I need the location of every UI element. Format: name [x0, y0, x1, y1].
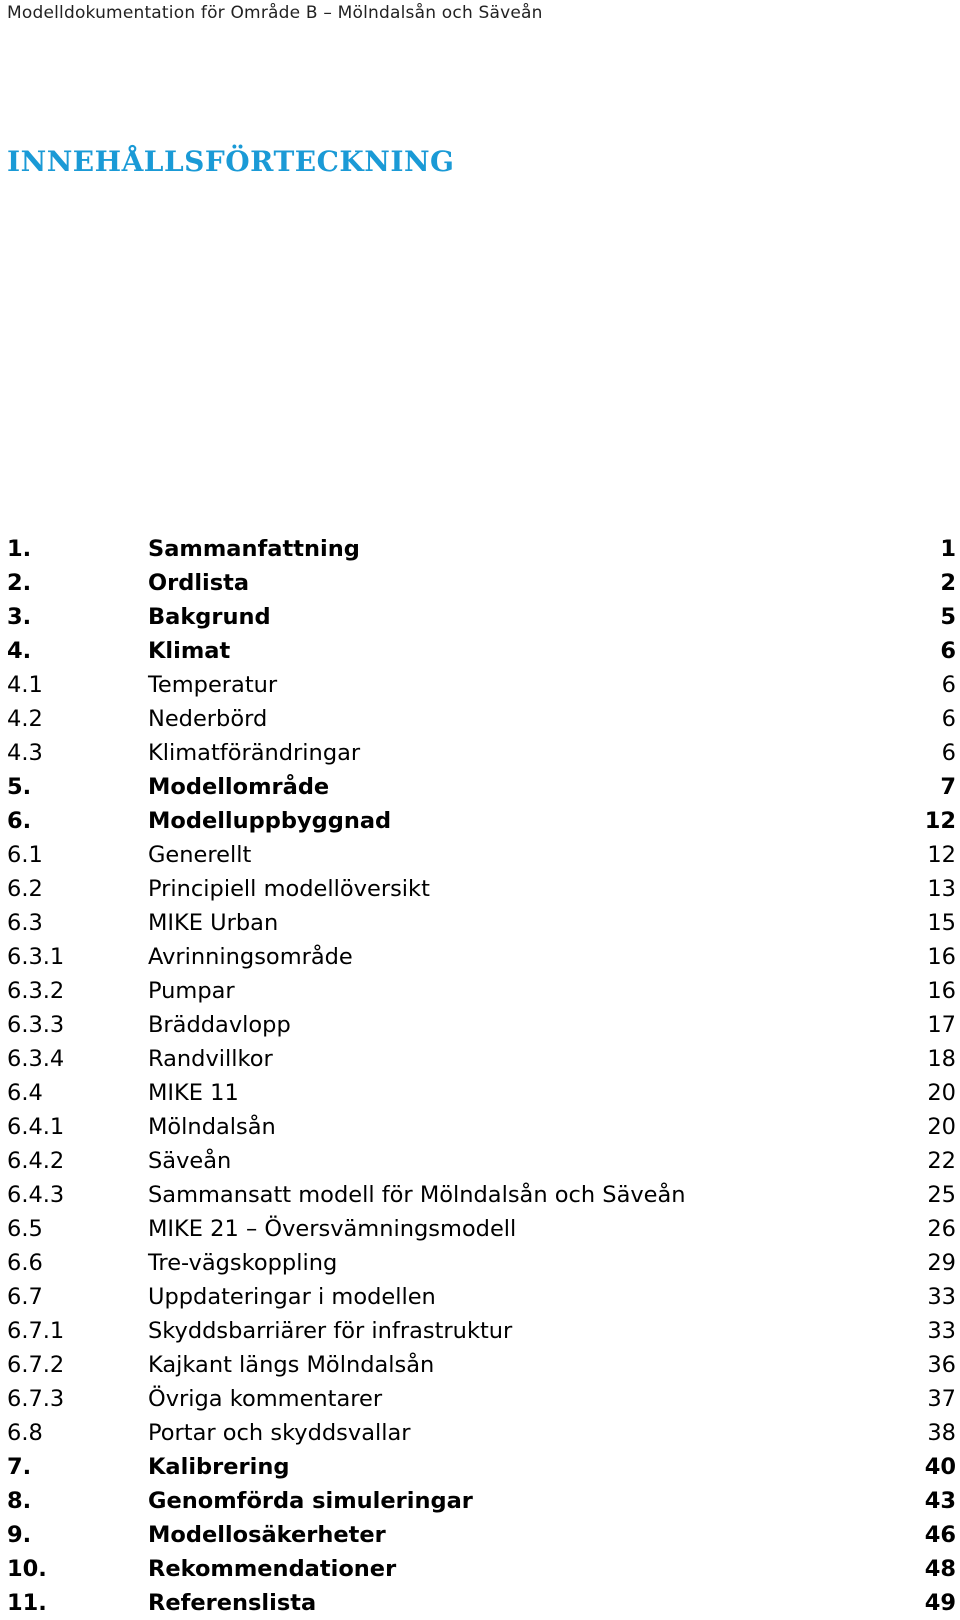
toc-entry-number: 6.7.1 [7, 1318, 65, 1344]
toc-entry-title: Uppdateringar i modellen [148, 1284, 436, 1310]
toc-entry[interactable] [7, 872, 956, 906]
toc-entry-number: 4.3 [7, 740, 43, 766]
toc-entry-title: Avrinningsområde [148, 944, 353, 970]
toc-entry-page: 26 [927, 1216, 956, 1242]
toc-entry-number: 6.5 [7, 1216, 43, 1242]
toc-entry-page: 48 [924, 1556, 956, 1582]
toc-entry-title: Tre-vägskoppling [148, 1250, 338, 1276]
toc-entry[interactable] [7, 1314, 956, 1348]
toc-entry-title: Säveån [148, 1148, 232, 1174]
toc-entry-title: Pumpar [148, 978, 235, 1004]
toc-entry-page: 15 [927, 910, 956, 936]
toc-entry[interactable] [7, 1484, 956, 1518]
toc-entry-title: Sammansatt modell för Mölndalsån och Säveån [148, 1182, 686, 1208]
toc-entry-page: 29 [927, 1250, 956, 1276]
toc-entry-title: Modelluppbyggnad [148, 808, 392, 834]
toc-entry[interactable] [7, 1246, 956, 1280]
toc-entry-title: Genomförda simuleringar [148, 1488, 473, 1514]
toc-entry-title: Principiell modellöversikt [148, 876, 430, 902]
toc-entry-title: Kalibrering [148, 1454, 290, 1480]
toc-entry-number: 6.7 [7, 1284, 43, 1310]
toc-entry-page: 43 [924, 1488, 956, 1514]
toc-entry-number: 6.7.3 [7, 1386, 65, 1412]
toc-entry-page: 25 [927, 1182, 956, 1208]
toc-entry-title: Randvillkor [148, 1046, 273, 1072]
toc-entry-page: 17 [927, 1012, 956, 1038]
toc-entry-title: Klimatförändringar [148, 740, 361, 766]
toc-entry-page: 1 [940, 536, 956, 562]
toc-entry-number: 6.2 [7, 876, 43, 902]
toc-entry[interactable] [7, 1212, 956, 1246]
toc-entry-number: 6.4.1 [7, 1114, 65, 1140]
toc-entry[interactable] [7, 1348, 956, 1382]
toc-entry[interactable] [7, 1178, 956, 1212]
toc-entry[interactable] [7, 940, 956, 974]
toc-entry-page: 36 [927, 1352, 956, 1378]
toc-entry[interactable] [7, 1280, 956, 1314]
toc-entry-page: 6 [940, 638, 956, 664]
toc-entry-title: Övriga kommentarer [148, 1386, 383, 1412]
toc-entry-page: 18 [927, 1046, 956, 1072]
toc-entry[interactable] [7, 634, 956, 668]
toc-entry-number: 4.1 [7, 672, 43, 698]
toc-entry-page: 5 [940, 604, 956, 630]
toc-entry-page: 6 [941, 706, 956, 732]
toc-entry-number: 9. [7, 1522, 32, 1548]
toc-entry[interactable] [7, 668, 956, 702]
toc-entry-number: 5. [7, 774, 32, 800]
toc-entry[interactable] [7, 736, 956, 770]
toc-entry[interactable] [7, 1382, 956, 1416]
toc-entry-title: Mölndalsån [148, 1114, 276, 1140]
toc-entry-number: 6.3.1 [7, 944, 65, 970]
toc-entry[interactable] [7, 566, 956, 600]
toc-entry[interactable] [7, 1076, 956, 1110]
toc-entry-number: 4.2 [7, 706, 43, 732]
toc-entry[interactable] [7, 1110, 956, 1144]
toc-entry-page: 20 [927, 1080, 956, 1106]
toc-entry[interactable] [7, 974, 956, 1008]
toc-entry-title: Nederbörd [148, 706, 268, 732]
toc-list [7, 532, 956, 1620]
toc-entry[interactable] [7, 1450, 956, 1484]
toc-entry-number: 6.4.2 [7, 1148, 65, 1174]
toc-entry-number: 6. [7, 808, 32, 834]
toc-entry[interactable] [7, 804, 956, 838]
toc-entry-page: 38 [927, 1420, 956, 1446]
toc-entry-page: 22 [927, 1148, 956, 1174]
toc-entry-page: 49 [924, 1590, 956, 1616]
toc-entry-page: 37 [927, 1386, 956, 1412]
toc-entry-page: 6 [941, 672, 956, 698]
toc-entry-title: Bakgrund [148, 604, 271, 630]
toc-entry-page: 7 [940, 774, 956, 800]
toc-entry-title: Temperatur [148, 672, 278, 698]
toc-entry-number: 8. [7, 1488, 32, 1514]
toc-entry-number: 6.3.4 [7, 1046, 65, 1072]
toc-entry-page: 12 [927, 842, 956, 868]
toc-entry-page: 16 [927, 944, 956, 970]
toc-entry-title: Generellt [148, 842, 252, 868]
toc-entry-title: Sammanfattning [148, 536, 360, 562]
toc-entry-number: 6.7.2 [7, 1352, 65, 1378]
toc-entry[interactable] [7, 1042, 956, 1076]
toc-entry[interactable] [7, 702, 956, 736]
toc-entry-page: 2 [940, 570, 956, 596]
toc-entry-page: 33 [927, 1318, 956, 1344]
toc-entry-number: 6.4 [7, 1080, 43, 1106]
toc-heading: INNEHÅLLSFÖRTECKNING [7, 145, 455, 178]
toc-entry-page: 6 [941, 740, 956, 766]
toc-entry-number: 4. [7, 638, 32, 664]
toc-entry-number: 6.3 [7, 910, 43, 936]
toc-entry-number: 6.3.2 [7, 978, 65, 1004]
toc-entry-number: 6.6 [7, 1250, 43, 1276]
toc-entry-title: Kajkant längs Mölndalsån [148, 1352, 435, 1378]
toc-entry-title: Rekommendationer [148, 1556, 397, 1582]
toc-entry-title: Ordlista [148, 570, 250, 596]
toc-entry[interactable] [7, 532, 956, 566]
toc-entry[interactable] [7, 1008, 956, 1042]
toc-entry-title: MIKE 11 [148, 1080, 239, 1106]
toc-entry-number: 6.8 [7, 1420, 43, 1446]
toc-entry[interactable] [7, 906, 956, 940]
toc-entry-title: Referenslista [148, 1590, 317, 1616]
toc-entry-number: 6.4.3 [7, 1182, 65, 1208]
toc-entry[interactable] [7, 770, 956, 804]
toc-entry-title: Modellosäkerheter [148, 1522, 386, 1548]
toc-entry-number: 2. [7, 570, 32, 596]
toc-entry-number: 3. [7, 604, 32, 630]
toc-entry-number: 6.1 [7, 842, 43, 868]
toc-entry-title: Modellområde [148, 774, 330, 800]
toc-entry-number: 1. [7, 536, 32, 562]
running-header: Modelldokumentation för Område B – Mölndalsån och Säveån [7, 3, 543, 23]
toc-entry[interactable] [7, 1144, 956, 1178]
toc-entry-number: 6.3.3 [7, 1012, 65, 1038]
toc-entry[interactable] [7, 600, 956, 634]
toc-entry-page: 33 [927, 1284, 956, 1310]
toc-entry[interactable] [7, 838, 956, 872]
toc-entry-page: 12 [924, 808, 956, 834]
toc-entry-page: 16 [927, 978, 956, 1004]
toc-entry-title: MIKE Urban [148, 910, 279, 936]
toc-entry[interactable] [7, 1586, 956, 1620]
toc-entry-page: 40 [924, 1454, 956, 1480]
toc-entry-title: Bräddavlopp [148, 1012, 291, 1038]
toc-entry-page: 13 [927, 876, 956, 902]
toc-entry-title: Portar och skyddsvallar [148, 1420, 411, 1446]
toc-entry[interactable] [7, 1552, 956, 1586]
toc-entry-page: 46 [924, 1522, 956, 1548]
toc-entry-number: 7. [7, 1454, 32, 1480]
toc-entry-number: 10. [7, 1556, 47, 1582]
toc-entry-page: 20 [927, 1114, 956, 1140]
toc-entry[interactable] [7, 1518, 956, 1552]
toc-entry-title: MIKE 21 – Översvämningsmodell [148, 1216, 517, 1242]
toc-entry-title: Klimat [148, 638, 231, 664]
toc-entry[interactable] [7, 1416, 956, 1450]
toc-entry-title: Skyddsbarriärer för infrastruktur [148, 1318, 513, 1344]
toc-entry-number: 11. [7, 1590, 47, 1616]
